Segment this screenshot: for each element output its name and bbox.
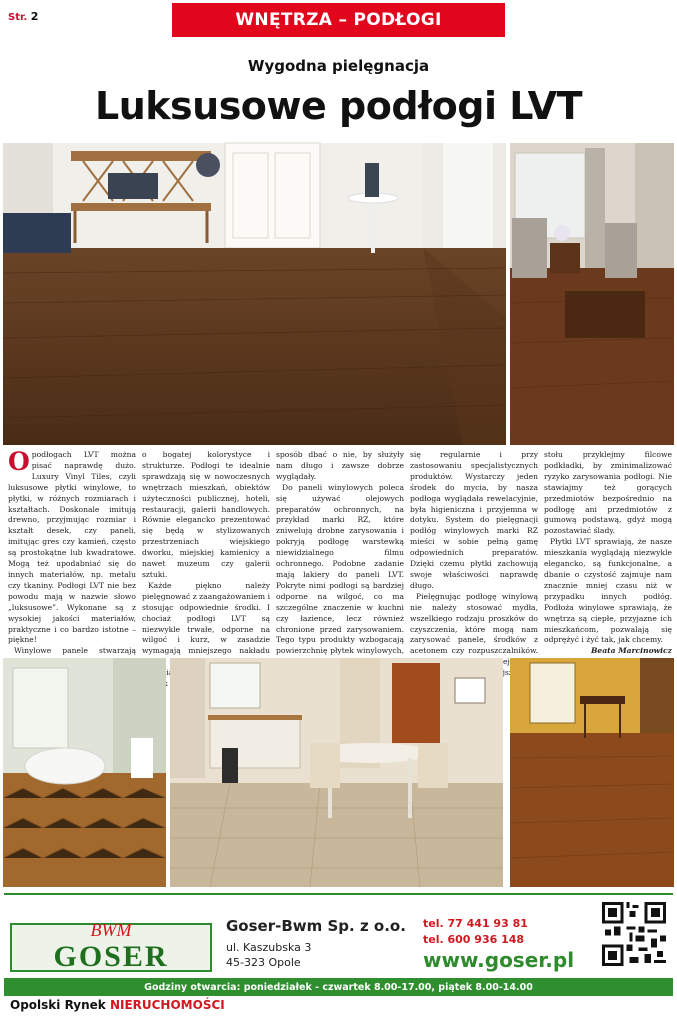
publication-section: NIERUCHOMOŚCI xyxy=(109,998,225,1012)
page-number xyxy=(8,10,38,23)
company-address-city: 45-323 Opole xyxy=(226,956,301,969)
article-paragraph: Pielęgnując podłogę winylową nie należy stosować mydła, wszelkiego rodzaju proszków do czyszczenia, które mogą nam zarysować panele, środków z acetonem czy rozpuszczalników. xyxy=(410,591,538,656)
article-column-5 xyxy=(544,450,672,655)
article-paragraph: sposób dbać o nie, by służyły nam długo i zawsze dobrze wyglądały. xyxy=(276,450,404,481)
section-bar: WNĘTRZA – PODŁOGI xyxy=(172,3,505,37)
article-paragraph: o bogatej kolorystyce i strukturze. Podłogi te idealnie sprawdzają się w nowoczesnych wnętrzach mieszkań, obiektów użyteczności publicznej, hoteli, restauracji, galerii handlowych. Równie elegancko prezentować się będą w stylizowanych przestrzeniach wiejskiego dworku, miejskiej kamienicy a nawet muzeum czy galerii sztuki. xyxy=(142,450,270,579)
opening-hours-bar: Godziny otwarcia: poniedziałek - czwartek 8.00-17.00, piątek 8.00-14.00 xyxy=(4,978,673,996)
phone-mobile[interactable]: tel. 600 936 148 xyxy=(423,933,525,946)
article-paragraph: Opodłogach LVT można pisać naprawdę dużo. Luxury Vinyl Tiles, czyli luksusowe płytki winylowe, to płytki, w różnych rozmiarach i kształtach. Doskonale imitują drewno, przyjmując rozmiar i kształt desek, czy paneli, imitując gres czy kamień, często są prostokątne lub kwadratowe. Mogą też upodabniać się do innych materiałów, np. metalu czy tkaniny. Podłogi LVT nie bez powodu mają w nazwie słowo „luksusowe”. Wykonane są z wysokiej jakości materiałów, praktyczne i co bardzo istotne – piękne! xyxy=(8,447,136,645)
article-column-2 xyxy=(142,450,270,655)
website-link[interactable]: www.goser.pl xyxy=(423,948,575,972)
article-subtitle: Wygodna pielęgnacja xyxy=(247,57,430,75)
article-author: Beata Marcinowicz xyxy=(590,646,672,656)
phone-primary[interactable]: tel. 77 441 93 81 xyxy=(423,917,528,930)
article-paragraph: Do paneli winylowych poleca się używać olejowych preparatów ochronnych, na przykład marki RZ, które zniwelują drobne zarysowania i pokryją podłogę warstewką niewidzialnego filmu ochronnego. Podobne zadanie mają lakiery do paneli LVT. Pokryte nimi podłogi są bardziej odporne na wilgoć, co ma szczególne znaczenie w kuchni czy łazience, lecz również chronione przed zarysowaniem. Tego typu produkty wzbogacają powierzchnię płytek winylowych, xyxy=(276,482,404,656)
article-title: Luksusowe podłogi LVT xyxy=(94,84,583,128)
photo-dining-wood-floor xyxy=(510,658,674,887)
page-number-value: 2 xyxy=(30,10,39,23)
logo-bwm-text: BWM xyxy=(90,920,132,940)
article-paragraph: Winylowe panele stwarzają xyxy=(14,646,136,656)
article-column-4 xyxy=(410,450,538,655)
company-name: Goser-Bwm Sp. z o.o. xyxy=(226,917,406,935)
article-paragraph: stołu przyklejmy filcowe podkładki, by zminimalizować ryzyko zarysowania podłogi. Nie stawiajmy też gorących przedmiotów bezpośrednio na podłogę ani przedmiotów z gumową podstawą, gdyż mogą pozostawiać ślady. xyxy=(544,450,672,536)
article-column-3 xyxy=(276,450,404,655)
photo-sitting-room xyxy=(510,143,674,445)
publication-footer xyxy=(10,998,225,1012)
article-paragraph: się regularnie i przy zastosowaniu specjalistycznych produktów. Wystarczy jeden środek do mycia, by nasza podłoga wyglądała rewelacyjnie, była higieniczna i przyjemna w dotyku. System do pielęgnacji podłóg winylowych marki RZ mieści w sobie pełną gamę odpowiednich preparatów. Dzięki czemu płytki zachowują swoje właściwości naprawdę długo. xyxy=(410,450,538,590)
page-prefix: Str. xyxy=(8,12,28,23)
photo-bathroom-parquet xyxy=(3,658,166,887)
article-paragraph: Każde piękno należy pielęgnować z zaangażowaniem i stosując odpowiednie środki. I chociaż podłogi LVT są niezwykle trwałe, odporne na wilgoć i kurz, w zasadzie wymagają mniejszego nakładu xyxy=(142,580,270,656)
logo-goser-text: GOSER xyxy=(53,940,169,973)
article-paragraph: Płytki LVT sprawiają, że nasze mieszkania wyglądają niezwykle elegancko, są funkcjonalne, a dbanie o czystość zajmuje nam znacznie mniej czasu niż w przypadku innych podłóg. Podłoża winylowe sprawiają, że wnętrza są ciepłe, przyjazne ich mieszkańcom, pozwalają się odprężyć i żyć tak, jak chcemy. xyxy=(544,537,672,645)
ad-divider xyxy=(4,893,673,895)
goser-logo xyxy=(11,916,211,971)
publication-name: Opolski Rynek xyxy=(10,998,106,1012)
photo-kitchen-dining xyxy=(170,658,503,887)
company-address-street: ul. Kaszubska 3 xyxy=(226,941,312,954)
photo-living-room-bench xyxy=(3,143,506,445)
qr-code-icon xyxy=(602,902,666,966)
drop-cap: O xyxy=(8,447,30,476)
article-column-1 xyxy=(8,447,136,656)
